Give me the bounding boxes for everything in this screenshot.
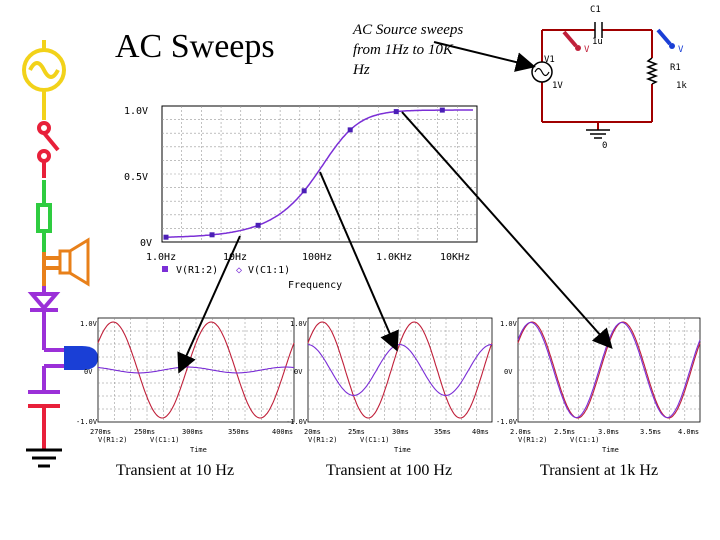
red-probe-label: V: [584, 45, 590, 55]
ytick-label: 0V: [504, 368, 513, 376]
xtick-label: 2.5ms: [554, 428, 576, 436]
xtick-label: 30ms: [392, 428, 409, 436]
caption-1khz: Transient at 1k Hz: [540, 462, 659, 479]
resistor-ref-label: R1: [670, 63, 681, 73]
xtick-label: 10Hz: [223, 252, 248, 263]
legend-entry: V(C1:1): [570, 436, 600, 444]
caption-100hz: Transient at 100 Hz: [326, 462, 453, 479]
legend-entry: V(R1:2): [518, 436, 548, 444]
xtick-label: 3.5ms: [640, 428, 662, 436]
legend-marker-diamond: ◇: [236, 265, 243, 276]
arrow-to-circuit: [434, 42, 532, 66]
x-axis-label: Time: [394, 446, 411, 454]
ytick-label: 1.0V: [500, 320, 517, 328]
capacitor-value-label: 1u: [592, 37, 603, 47]
x-axis-label: Frequency: [288, 280, 343, 291]
xtick-label: 3.0ms: [598, 428, 620, 436]
arrow-to-100hz: [320, 172, 396, 348]
resistor-value-label: 1k: [676, 81, 687, 91]
legend-entry: V(R1:2): [176, 265, 219, 276]
legend-entry: V(C1:1): [360, 436, 390, 444]
ytick-label: -1.0V: [286, 418, 308, 426]
legend-entry: V(R1:2): [98, 436, 128, 444]
xtick-label: 40ms: [472, 428, 489, 436]
xtick-label: 350ms: [228, 428, 250, 436]
slide-title: AC Sweeps: [115, 28, 275, 65]
ytick-label: 0.5V: [124, 172, 149, 183]
ytick-label: -1.0V: [496, 418, 518, 426]
legend-entry: V(C1:1): [248, 265, 291, 276]
xtick-label: 400ms: [272, 428, 294, 436]
xtick-label: 1.0KHz: [376, 252, 413, 263]
caption-10hz: Transient at 10 Hz: [116, 462, 235, 479]
capacitor-ref-label: C1: [590, 5, 601, 15]
xtick-label: 35ms: [434, 428, 451, 436]
xtick-label: 300ms: [182, 428, 204, 436]
xtick-label: 4.0ms: [678, 428, 700, 436]
ytick-label: 1.0V: [290, 320, 307, 328]
ytick-label: 0V: [84, 368, 93, 376]
xtick-label: 20ms: [304, 428, 321, 436]
xtick-label: 2.0ms: [510, 428, 532, 436]
blue-probe-label: V: [678, 45, 684, 55]
source-ref-label: V1: [544, 55, 555, 65]
xtick-label: 250ms: [134, 428, 156, 436]
ytick-label: 0V: [140, 238, 153, 249]
xtick-label: 25ms: [348, 428, 365, 436]
ytick-label: -1.0V: [76, 418, 98, 426]
x-axis-label: Time: [602, 446, 619, 454]
arrow-to-1khz: [402, 112, 610, 346]
source-value-label: 1V: [552, 81, 563, 91]
xtick-label: 10KHz: [440, 252, 471, 263]
ground-label: 0: [602, 141, 608, 151]
ytick-label: 1.0V: [124, 106, 149, 117]
xtick-label: 270ms: [90, 428, 112, 436]
ytick-label: 1.0V: [80, 320, 97, 328]
ytick-label: 0V: [294, 368, 303, 376]
annotation-text: AC Source sweeps from 1Hz to 10K Hz: [353, 22, 464, 78]
arrow-to-10hz: [180, 236, 243, 370]
legend-entry: V(R1:2): [308, 436, 338, 444]
xtick-label: 100Hz: [302, 252, 333, 263]
xtick-label: 1.0Hz: [146, 252, 177, 263]
x-axis-label: Time: [190, 446, 207, 454]
legend-entry: V(C1:1): [150, 436, 180, 444]
